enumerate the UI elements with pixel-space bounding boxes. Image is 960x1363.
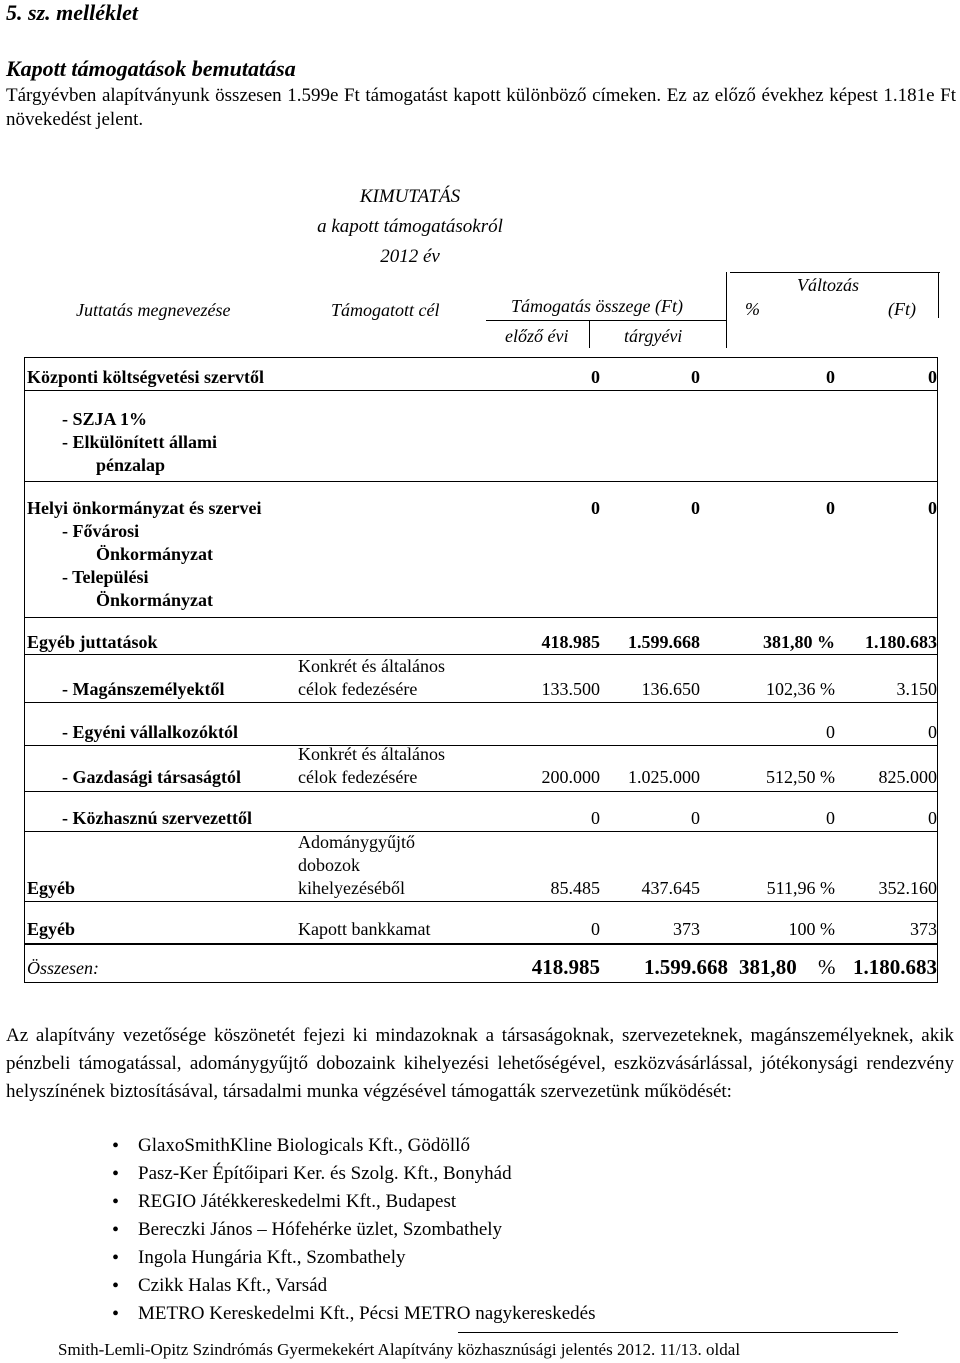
row-entrepreneurs-ft: 0 — [928, 722, 937, 742]
rule-entrepreneurs — [24, 745, 938, 746]
header-pct: % — [745, 299, 760, 319]
rule-central-sub — [24, 481, 938, 482]
list-item: • METRO Kereskedelmi Kft., Pécsi METRO nagykereskedés — [118, 1300, 595, 1328]
row-central-pct: 0 — [826, 367, 835, 387]
header-rule-right — [938, 272, 939, 318]
rule-companies — [24, 791, 938, 792]
row-other2-pct: 100 % — [788, 919, 835, 939]
footer-rule — [458, 1332, 898, 1333]
row-other2-prev: 0 — [591, 919, 600, 939]
rule-local — [24, 617, 938, 618]
row-central-ft: 0 — [928, 367, 937, 387]
rule-central — [24, 390, 938, 391]
header-curr: tárgyévi — [624, 326, 683, 346]
row-other2-curr: 373 — [673, 919, 700, 939]
row-total-label: Összesen: — [27, 958, 99, 978]
row-other-total-pct: 381,80 % — [763, 632, 835, 652]
row-private-curr: 136.650 — [641, 679, 700, 699]
rule-other1 — [24, 901, 938, 902]
row-other2-label: Egyéb — [27, 919, 76, 939]
header-rule-top — [730, 272, 940, 273]
list-item: • Pasz-Ker Építőipari Ker. és Szolg. Kft., Bonyhád — [118, 1160, 595, 1188]
row-nonprofits-curr: 0 — [691, 808, 700, 828]
row-entrepreneurs-label: - Egyéni vállalkozóktól — [62, 722, 239, 742]
row-nonprofits-pct: 0 — [826, 808, 835, 828]
local-sub-3: - Települési — [62, 567, 149, 587]
section-title: Kapott támogatások bemutatása — [6, 56, 296, 81]
row-companies-goal-2: célok fedezésére — [298, 767, 418, 787]
header-ft: (Ft) — [888, 299, 916, 319]
central-sub-2: - Elkülönített állami — [62, 432, 218, 452]
row-nonprofits-ft: 0 — [928, 808, 937, 828]
local-sub-4: Önkormányzat — [96, 590, 213, 610]
row-local-label: Helyi önkormányzat és szervei — [27, 498, 262, 518]
row-other1-goal-2: dobozok — [298, 855, 360, 875]
local-sub-1: - Fővárosi — [62, 521, 140, 541]
row-local-ft: 0 — [928, 498, 937, 518]
row-other1-goal-1: Adománygyűjtő — [298, 832, 415, 852]
row-total-prev: 418.985 — [531, 955, 600, 979]
row-private-label: - Magánszemélyektől — [62, 679, 225, 699]
appendix-number: 5. sz. melléklet — [6, 0, 138, 25]
list-item: • REGIO Játékkereskedelmi Kft., Budapest — [118, 1188, 595, 1216]
row-local-pct: 0 — [826, 498, 835, 518]
row-other1-prev: 85.485 — [550, 878, 600, 898]
row-companies-goal-1: Konkrét és általános — [298, 744, 445, 764]
row-other1-ft: 352.160 — [878, 878, 937, 898]
row-private-prev: 133.500 — [541, 679, 600, 699]
table-year: 2012 év — [380, 246, 440, 267]
local-sub-2: Önkormányzat — [96, 544, 213, 564]
header-goal: Támogatott cél — [331, 300, 440, 320]
row-other2-ft: 373 — [910, 919, 937, 939]
header-name: Juttatás megnevezése — [76, 300, 231, 320]
row-local-curr: 0 — [691, 498, 700, 518]
header-rule-mid — [486, 320, 726, 321]
table-title: KIMUTATÁS — [359, 186, 461, 207]
row-companies-pct: 512,50 % — [766, 767, 835, 787]
row-other1-label: Egyéb — [27, 878, 76, 898]
list-item: • Czikk Halas Kft., Varsád — [118, 1272, 595, 1300]
row-companies-ft: 825.000 — [878, 767, 937, 787]
intro-paragraph: Tárgyévben alapítványunk összesen 1.599e Ft támogatást kapott különböző címeken. Ez az előző évekhez képest 1.181e Ft növekedést jelent. — [6, 85, 956, 130]
row-other-total-curr: 1.599.668 — [628, 632, 700, 652]
row-central-label: Központi költségvetési szervtől — [27, 367, 264, 387]
header-rule-split — [589, 320, 590, 348]
row-other-total-prev: 418.985 — [541, 632, 600, 652]
header-prev: előző évi — [505, 326, 569, 346]
row-other-total-label: Egyéb juttatások — [27, 632, 158, 652]
central-sub-1: - SZJA 1% — [62, 409, 148, 429]
row-total-pct: 381,80 — [739, 955, 797, 979]
row-private-goal-2: célok fedezésére — [298, 679, 418, 699]
row-central-prev: 0 — [591, 367, 600, 387]
row-private-pct: 102,36 % — [766, 679, 835, 699]
list-item: • Bereczki János – Hófehérke üzlet, Szombathely — [118, 1216, 595, 1244]
central-sub-3: pénzalap — [96, 455, 166, 475]
row-total-curr: 1.599.668 — [644, 955, 728, 979]
row-other1-goal-3: kihelyezéséből — [298, 878, 405, 898]
row-nonprofits-prev: 0 — [591, 808, 600, 828]
closing-paragraph: Az alapítvány vezetősége köszönetét fejezi ki mindazoknak a társaságoknak, szervezeteknek, magánszemélyeknek, akik pénzbeli támogatással, adománygyűjtő dobozaink kihelyezési lehetőségével, eszközvásárlással, jótékonysági rendezvény helyszínének biztosításával, társadalmi munka végzésével támogatták szervezetünk működését: — [6, 1025, 954, 1102]
page-footer: Smith-Lemli-Opitz Szindrómás Gyermekekért Alapítvány közhasznúsági jelentés 2012. 11/13. oldal — [58, 1340, 741, 1359]
row-private-goal-1: Konkrét és általános — [298, 656, 445, 676]
row-companies-prev: 200.000 — [541, 767, 600, 787]
row-central-curr: 0 — [691, 367, 700, 387]
row-entrepreneurs-pct: 0 — [826, 722, 835, 742]
row-other2-goal: Kapott bankkamat — [298, 919, 431, 939]
header-amount: Támogatás összege (Ft) — [511, 296, 683, 316]
rule-nonprofits — [24, 831, 938, 832]
row-other-total-ft: 1.180.683 — [865, 632, 937, 652]
header-change: Változás — [797, 275, 860, 295]
row-companies-label: - Gazdasági társaságtól — [62, 767, 241, 787]
row-nonprofits-label: - Közhasznú szervezettől — [62, 808, 252, 828]
row-private-ft: 3.150 — [896, 679, 937, 699]
row-total-pct-sign: % — [818, 955, 836, 979]
row-other1-pct: 511,96 % — [766, 878, 835, 898]
row-companies-curr: 1.025.000 — [628, 767, 700, 787]
rule-private — [24, 702, 938, 703]
list-item: • GlaxoSmithKline Biologicals Kft., Gödöllő — [118, 1132, 595, 1160]
sponsor-list — [118, 1132, 595, 1328]
row-local-prev: 0 — [591, 498, 600, 518]
table-subtitle: a kapott támogatásokról — [317, 216, 503, 237]
list-item: • Ingola Hungária Kft., Szombathely — [118, 1244, 595, 1272]
header-rule-left — [726, 272, 727, 348]
row-other1-curr: 437.645 — [641, 878, 700, 898]
rule-other-total — [24, 654, 938, 655]
row-total-ft: 1.180.683 — [853, 955, 937, 979]
rule-total — [24, 943, 938, 945]
